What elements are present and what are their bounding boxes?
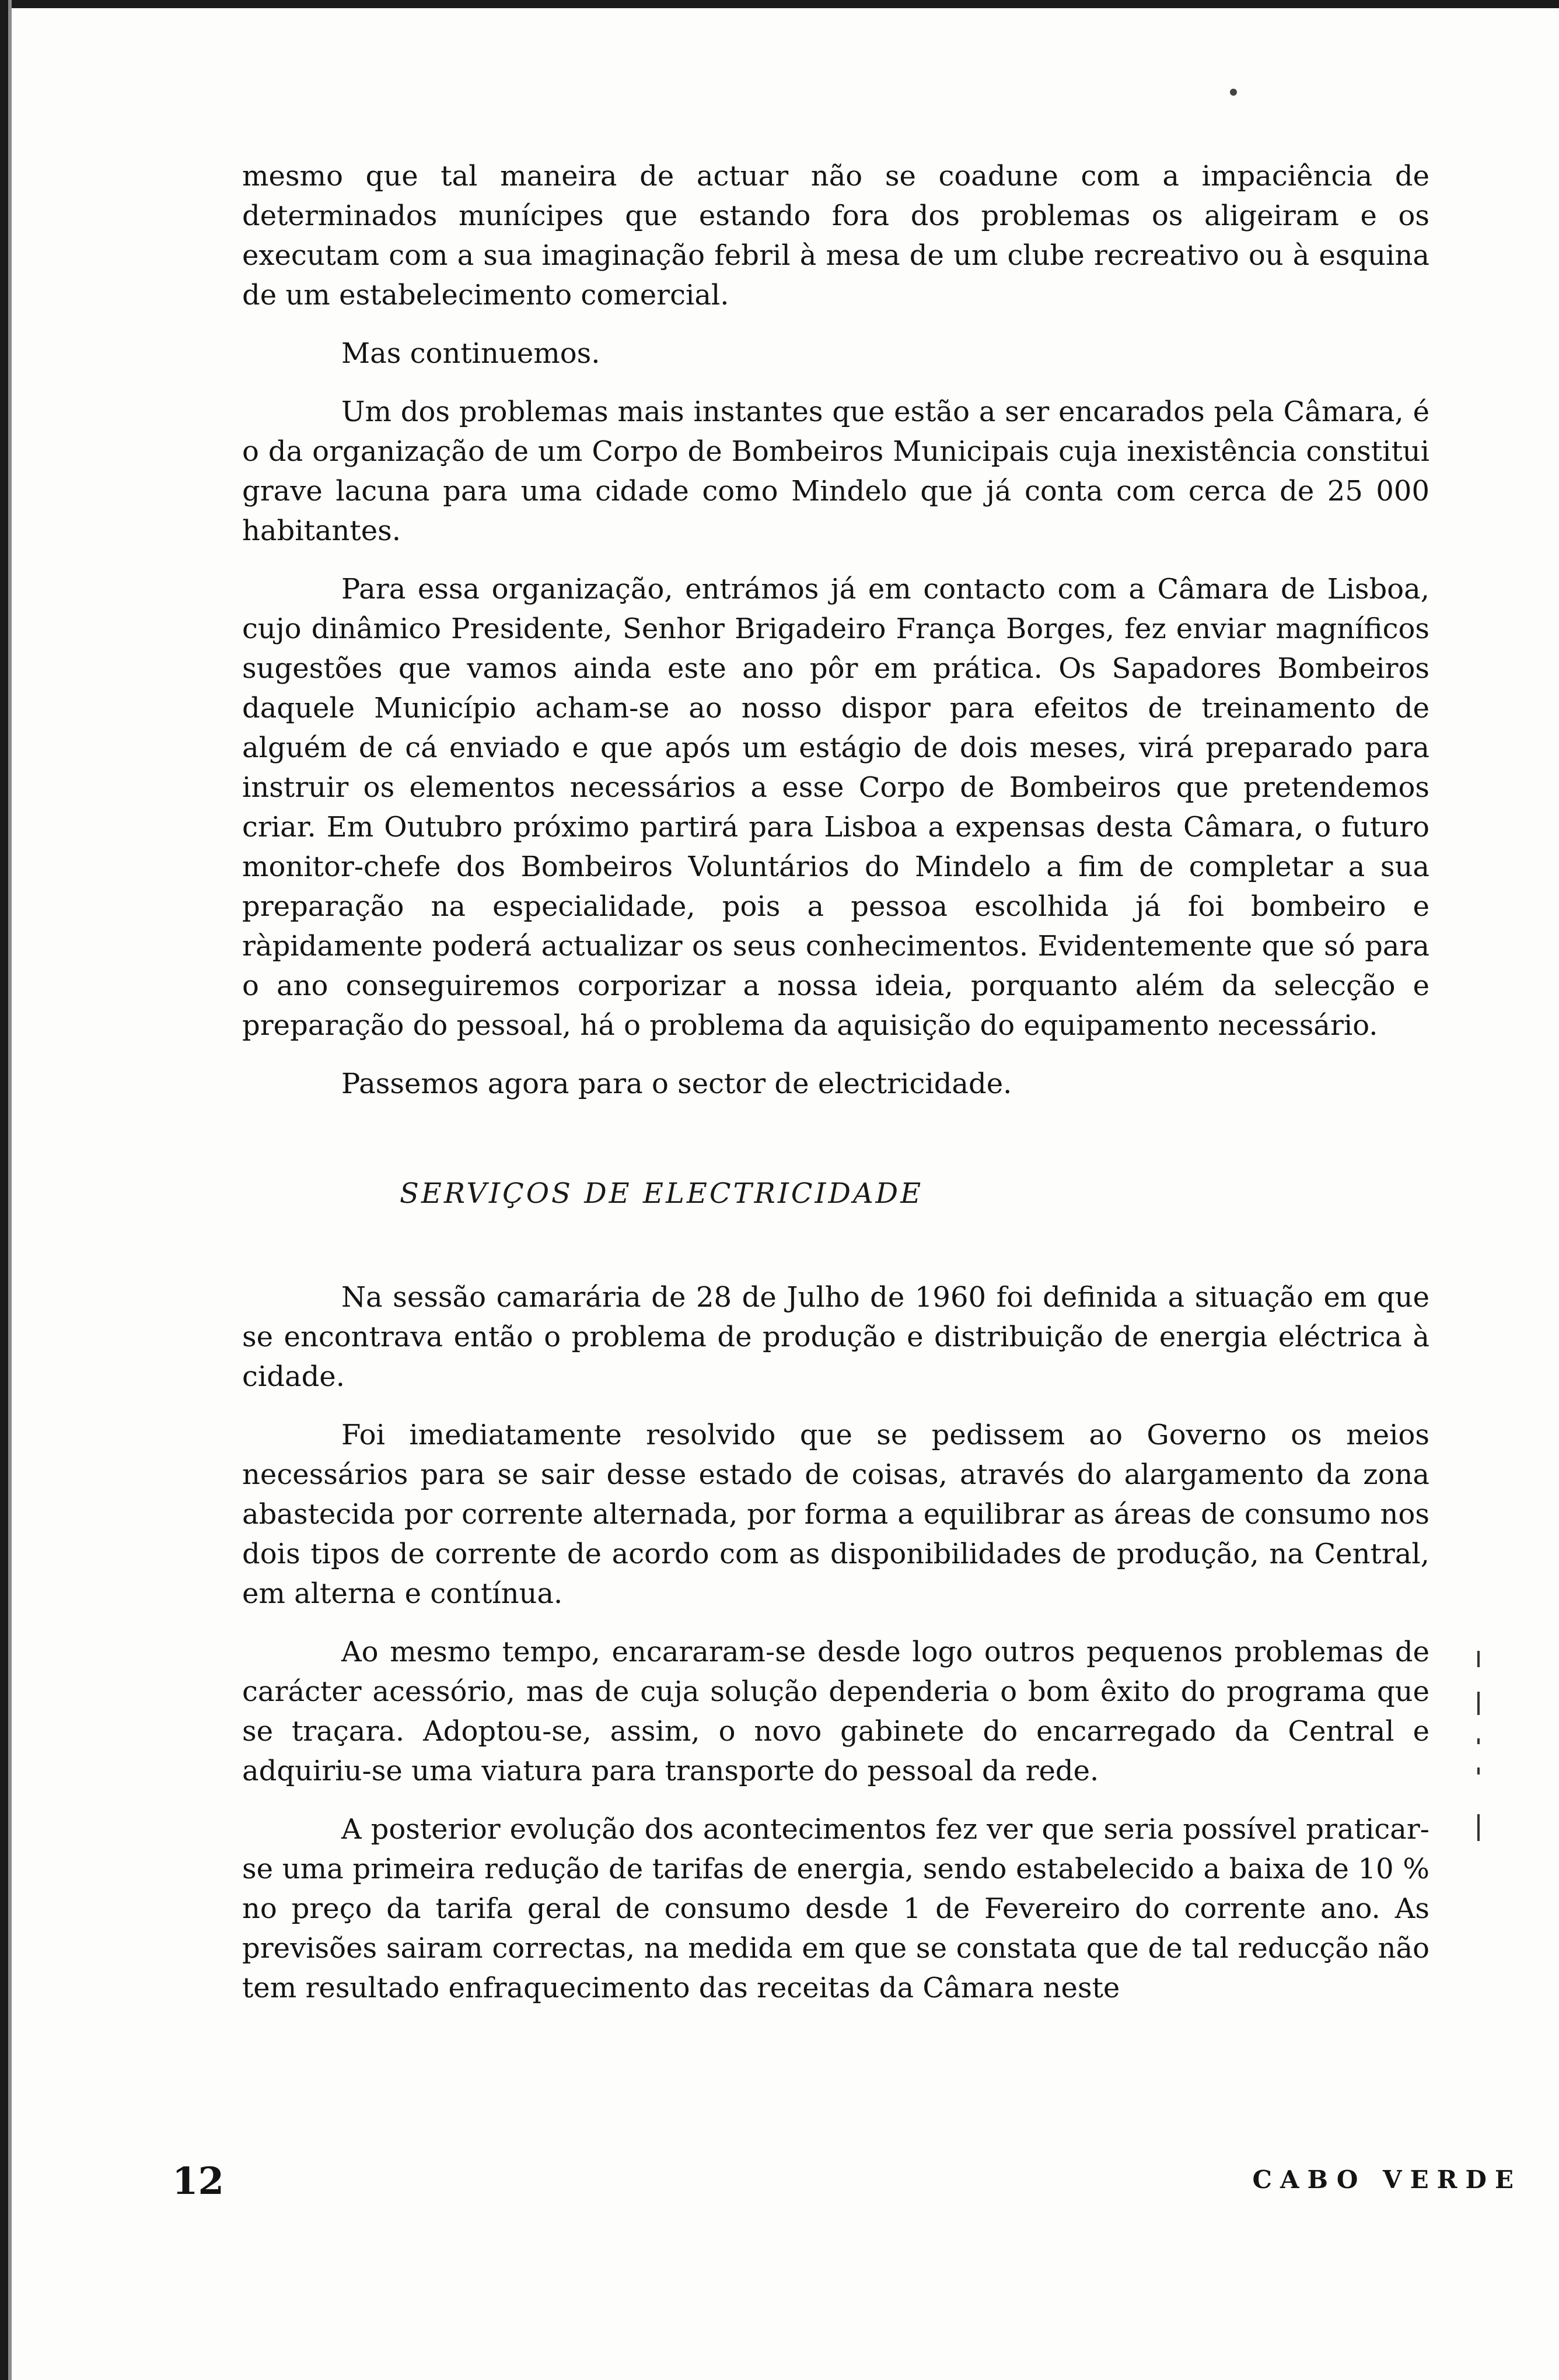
section-heading-servicos-electricidade: SERVIÇOS DE ELECTRICIDADE xyxy=(400,1177,924,1210)
body-text xyxy=(242,156,1429,2027)
page-number: 12 xyxy=(172,2160,225,2203)
paragraph-intro-continuation: mesmo que tal maneira de actuar não se coadune com a impaciência de determinados munícipes que estando fora dos problemas os aligeiram e os executam com a sua imaginação febril à mesa de um clube recreativo ou à esquina de um estabelecimento comercial. xyxy=(242,160,1429,312)
paragraph-sessao-camararia: Na sessão camarária de 28 de Julho de 1960 foi definida a situação em que se encontrava então o problema de produção e distribuição de energia eléctrica à cidade. xyxy=(242,1281,1429,1393)
paragraph-resolvido-governo: Foi imediatamente resolvido que se pedissem ao Governo os meios necessários para se sair desse estado de coisas, através do alargamento da zona abastecida por corrente alternada, por forma a equilibrar as áreas de consumo nos dois tipos de corrente de acordo com as disponibilidades de produção, na Central, em alterna e contínua. xyxy=(242,1419,1429,1610)
margin-ink-marks xyxy=(1470,1651,1488,1849)
ink-speck xyxy=(1230,89,1237,96)
paragraph-mas-continuemos: Mas continuemos. xyxy=(341,337,600,370)
paragraph-corpo-bombeiros: Um dos problemas mais instantes que estão a ser encarados pela Câmara, é o da organização de um Corpo de Bombeiros Municipais cuja inexistência constitui grave lacuna para uma cidade como Mindelo que já conta com cerca de 25 000 habitantes. xyxy=(242,396,1429,547)
paragraph-reducao-tarifas: A posterior evolução dos acontecimentos fez ver que seria possível praticar-se uma primeira redução de tarifas de energia, sendo estabelecido a baixa de 10 % no preço da tarifa geral de consumo desde 1 de Fevereiro do corrente ano. As previsões sairam correctas, na medida em que se constata que de tal reducção não tem resultado enfraquecimento das receitas da Câmara neste xyxy=(242,1813,1429,2004)
paragraph-pequenos-problemas: Ao mesmo tempo, encararam-se desde logo outros pequenos problemas de carácter acessório, mas de cuja solução dependeria o bom êxito do programa que se traçara. Adoptou-se, assim, o novo gabinete do encarregado da Central e adquiriu-se uma viatura para transporte do pessoal da rede. xyxy=(242,1636,1429,1787)
scan-edge-left xyxy=(0,0,8,2380)
paragraph-organizacao-lisboa: Para essa organização, entrámos já em contacto com a Câmara de Lisboa, cujo dinâmico Presidente, Senhor Brigadeiro França Borges, fez enviar magníficos sugestões que vamos ainda este ano pôr em prática. Os Sapadores Bombeiros daquele Município acham-se ao nosso dispor para efeitos de treinamento de alguém de cá enviado e que após um estágio de dois meses, virá preparado para instruir os elementos necessários a esse Corpo de Bombeiros que pretendemos criar. Em Outubro próximo partirá para Lisboa a expensas desta Câmara, o futuro monitor-chefe dos Bombeiros Voluntários do Mindelo a fim de completar a sua preparação na especialidade, pois a pessoa escolhida já foi bombeiro e ràpidamente poderá actualizar os seus conhecimentos. Evidentemente que só para o ano conseguiremos corporizar a nossa ideia, porquanto além da selecção e preparação do pessoal, há o problema da aquisição do equipamento necessário. xyxy=(242,573,1429,1042)
publication-name: CABO VERDE xyxy=(1252,2165,1522,2194)
paragraph-passemos-electricidade: Passemos agora para o sector de electricidade. xyxy=(341,1068,1012,1100)
scan-edge-top xyxy=(0,0,1559,8)
scan-edge-left-shadow xyxy=(8,0,12,2380)
